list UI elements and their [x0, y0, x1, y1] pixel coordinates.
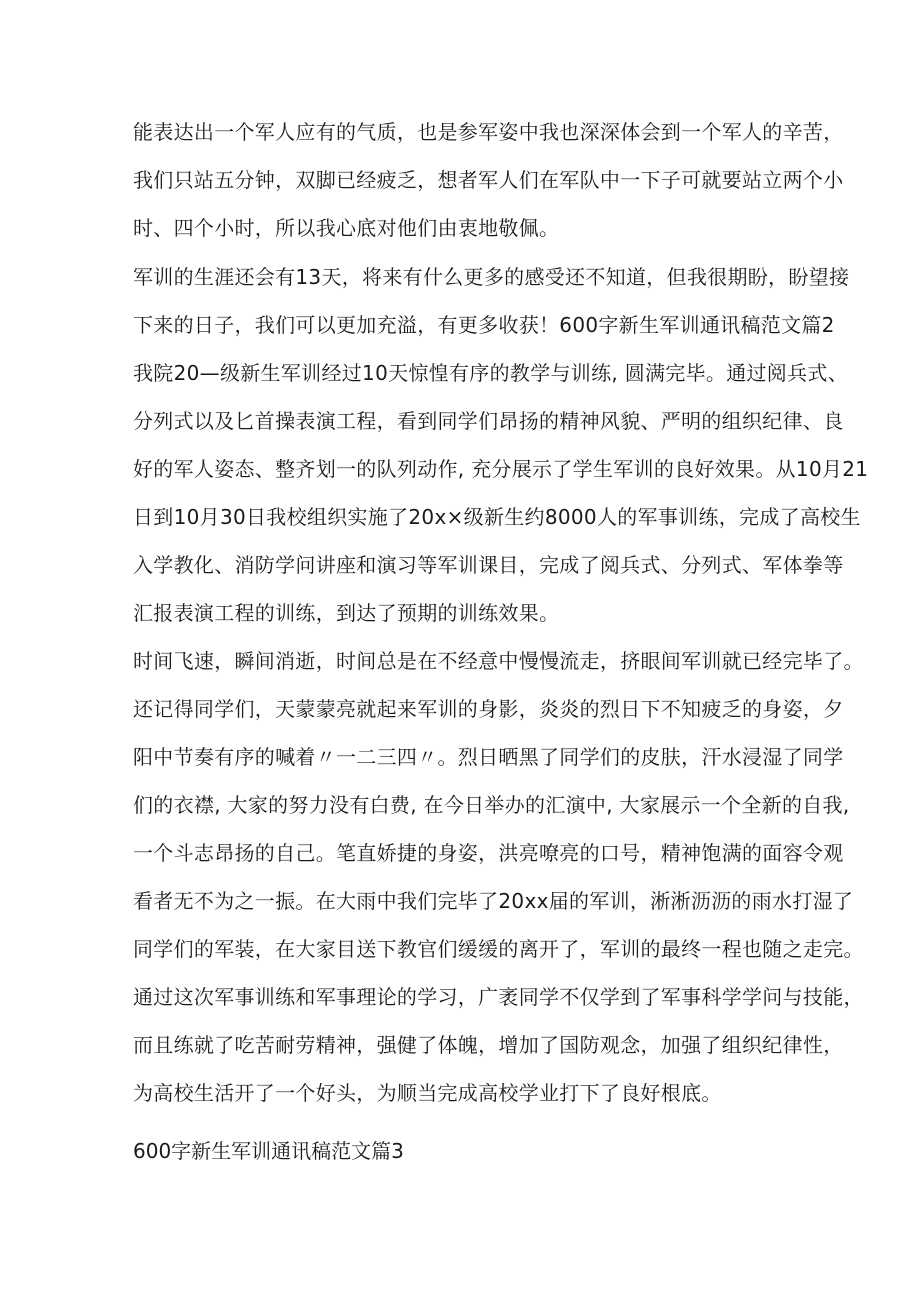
- text-line: 能表达出一个军人应有的气质，也是参军姿中我也深深体会到一个军人的辛苦，: [133, 120, 844, 144]
- text-line: 好的军人姿态、整齐划一的队列动作, 充分展示了学生军训的良好效果。从10月21: [133, 457, 869, 481]
- section-heading: 600字新生军训通讯稿范文篇3: [133, 1139, 404, 1163]
- text-line: 军训的生涯还会有13天，将来有什么更多的感受还不知道，但我很期盼，盼望接: [133, 265, 850, 289]
- text-line: 同学们的军装，在大家目送下教官们缓缓的离开了，军训的最终一程也随之走完。: [133, 937, 864, 961]
- text-line: 看者无不为之一振。在大雨中我们完毕了20xx届的军训，淅淅沥沥的雨水打湿了: [133, 889, 854, 913]
- text-line: 入学教化、消防学问讲座和演习等军训课目，完成了阅兵式、分列式、军体拳等: [133, 553, 844, 577]
- text-line: 我院20—级新生军训经过10天惊惶有序的教学与训练, 圆满完毕。通过阅兵式、: [133, 361, 849, 385]
- text-line: 为高校生活开了一个好头，为顺当完成高校学业打下了良好根底。: [133, 1081, 722, 1105]
- text-line: 时、四个小时，所以我心底对他们由衷地敬佩。: [133, 216, 560, 240]
- text-line: 而且练就了吃苦耐劳精神，强健了体魄，增加了国防观念，加强了组织纪律性，: [133, 1033, 844, 1057]
- text-line: 阳中节奏有序的喊着〃一二三四〃。烈日晒黑了同学们的皮肤，汗水浸湿了同学: [133, 745, 844, 769]
- text-line: 汇报表演工程的训练，到达了预期的训练效果。: [133, 601, 560, 625]
- text-line: 我们只站五分钟，双脚已经疲乏，想者军人们在军队中一下子可就要站立两个小: [133, 168, 844, 192]
- text-line: 时间飞速，瞬间消逝，时间总是在不经意中慢慢流走，挤眼间军训就已经完毕了。: [133, 649, 864, 673]
- text-line: 分列式以及匕首操表演工程，看到同学们昂扬的精神风貌、严明的组织纪律、良: [133, 409, 844, 433]
- text-line: 通过这次军事训练和军事理论的学习，广袤同学不仅学到了军事科学学问与技能，: [133, 985, 864, 1009]
- text-line: 日到10月30日我校组织实施了20x×级新生约8000人的军事训练，完成了高校生: [133, 505, 861, 529]
- text-line: 还记得同学们，天蒙蒙亮就起来军训的身影，炎炎的烈日下不知疲乏的身姿，夕: [133, 697, 844, 721]
- text-line: 一个斗志昂扬的自己。笔直娇捷的身姿，洪亮嘹亮的口号，精神饱满的面容令观: [133, 841, 844, 865]
- text-line: 们的衣襟, 大家的努力没有白费, 在今日举办的汇演中, 大家展示一个全新的自我,: [133, 793, 850, 817]
- text-line: 下来的日子，我们可以更加充溢，有更多收获！600字新生军训通讯稿范文篇2: [133, 313, 835, 337]
